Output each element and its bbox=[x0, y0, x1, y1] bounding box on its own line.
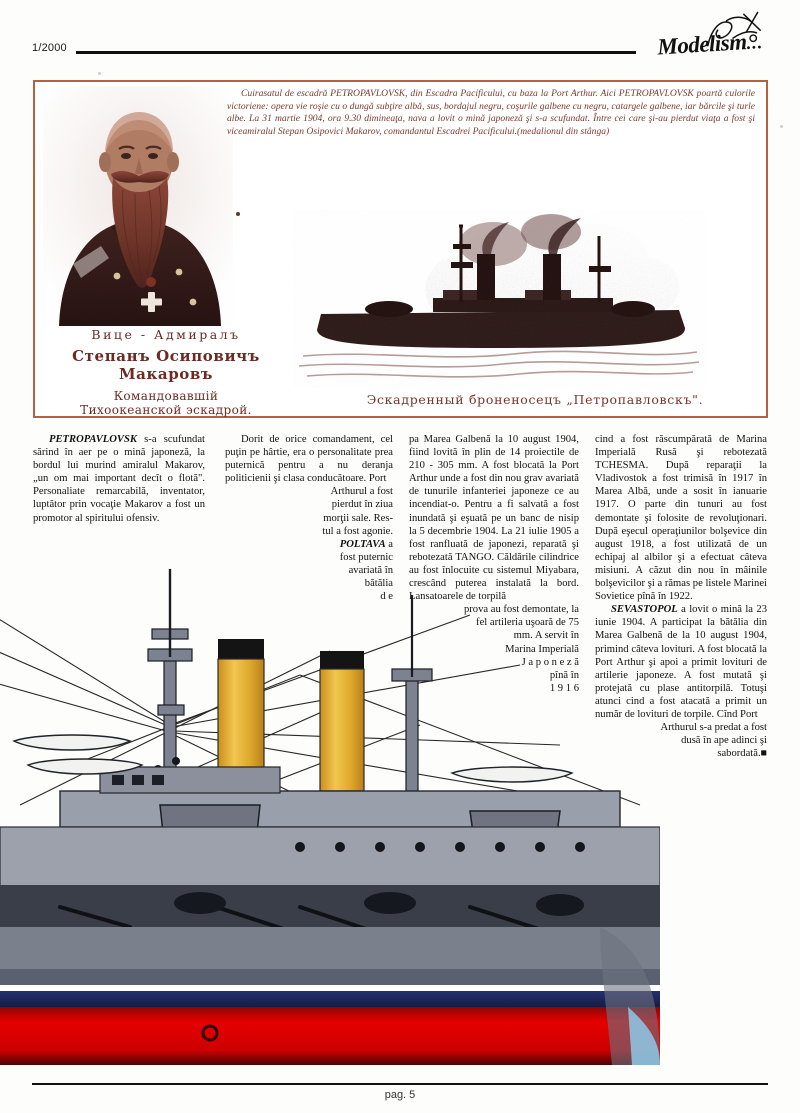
col2-line-5: a bbox=[388, 538, 393, 550]
illustration-caption: Cuirasatul de escadră PETROPAVLOVSK, din Escadra Pacificului, cu baza la Port Arthur. Aici PETROPAVLOVSK poartă culorile victoriene: opera vie roşie cu o dungă subţire albă, sus, bordajul negru, coşurile galbene cu negru, catargele galbene, iar bărcile şi turle albe. La 31 martie 1904, ora 9.30 dimineaţa, nava a lovit o mină japoneză şi s-a scufundat. Între cei care şi-au pierdut viaţa a fost şi viceamiralul Stepan Osipovici Makarov, comandantul Escadrei Pacificului.(medalionul din stânga) bbox=[227, 88, 755, 137]
col2-line-2: pierdut în ziua bbox=[331, 499, 393, 511]
ship-name-sevastopol: SEVASTOPOL bbox=[611, 604, 678, 616]
paragraph-petropavlovsk bbox=[33, 433, 205, 525]
col4-line-2: dusă în ape adinci şi bbox=[681, 735, 767, 747]
scan-speck bbox=[780, 125, 783, 128]
sevastopol-text: a lovit o mină la 23 iunie 1904. A participat la bătălia din Marea Galbenă de la 10 august 1904, primind câteva lovituri. A fost blocată la Port Arthur şi apoi a primit lovituri de artilerie japoneze. A fost mutată şi protejată cu plase antitorpilă. Totuşi atunci cind a fost atacată a primit un număr de lovituri de torpile. Cînd Port bbox=[595, 604, 767, 720]
col4-text: cind a fost răscumpărată de Marina Imperială Rusă şi rebotezată TCHESMA. După reparaţii la Vladivostok a fost trimisă în 1917 în Marea Albă, unde a sosit în ianuarie 1917. O parte din tunuri au fost demontate şi folosite de revoluţionari. După eşecul operaţiunilor bolşevice din august 1918, a fost utilizată de un echipaj al albilor şi a efectuat câteva misiuni. A căzut din nou în mâinile bolşevicilor şi a rămas pe listele Marinei Sovietice pînă în 1922. bbox=[595, 434, 767, 603]
portrait-rank: Вице - Адмиралъ bbox=[91, 327, 241, 342]
col3-line-2: fel artileria uşoară de 75 bbox=[476, 617, 579, 629]
scan-speck bbox=[236, 212, 240, 216]
col3-narrow-block bbox=[409, 603, 579, 695]
scan-speck bbox=[98, 72, 101, 75]
paragraph-sevastopol bbox=[595, 603, 767, 721]
footer-rule bbox=[32, 1083, 768, 1085]
petropavlovsk-text: s-a scufundat sărind în aer pe o mină japoneză, la bordul lui murind amiralul Makarov, „un om mai important decît o flotă". Personaliate remarcabilă, inventator, luptător prin vocaţie Makarov a fost un promotor al spiritului ofensiv. bbox=[33, 434, 205, 524]
col3-line-7: 1 9 1 6 bbox=[549, 682, 579, 694]
col2-line-3: morţii sale. Res- bbox=[323, 512, 393, 524]
col4-line-3: sabordată.■ bbox=[717, 748, 767, 760]
issue-number: 1/2000 bbox=[32, 42, 67, 54]
col2-poltava-line bbox=[225, 538, 393, 551]
engraving-caption: Эскадренный броненосецъ „Петропавловскъ". bbox=[366, 392, 704, 407]
col4-line-1: Arthurul s-a predat a fost bbox=[660, 722, 767, 734]
portrait-role-line2: Тихоокеанской эскадрой. bbox=[80, 403, 252, 417]
article-column-3 bbox=[409, 433, 579, 695]
masthead-dots: ... bbox=[746, 32, 764, 54]
article-column-2 bbox=[225, 433, 393, 603]
article-column-4 bbox=[595, 433, 767, 760]
header-rule bbox=[76, 51, 636, 54]
portrait-name: Степанъ Осиповичъ Макаровъ bbox=[72, 347, 260, 383]
makarov-portrait bbox=[43, 86, 233, 326]
masthead-logo bbox=[657, 28, 764, 60]
ship-name-poltava: POLTAVA bbox=[339, 538, 386, 550]
col3-line-6: pînă în bbox=[549, 669, 579, 681]
col2-line-1: Arthurul a fost bbox=[330, 486, 393, 498]
col2-line-6: fost puternic bbox=[339, 551, 393, 563]
page-header bbox=[32, 29, 768, 68]
col4-narrow-block bbox=[595, 721, 767, 760]
col2-line-7: avariată în bbox=[348, 564, 393, 576]
page-number: pag. 5 bbox=[384, 1089, 416, 1101]
col2-line-8: bătălia bbox=[364, 578, 393, 590]
col3-line-4: Marina Imperială bbox=[505, 643, 579, 655]
portrait-caption bbox=[41, 327, 291, 417]
col3-line-1: prova au fost demontate, la bbox=[463, 604, 579, 616]
col2-line-4: tul a fost agonie. bbox=[322, 525, 393, 537]
col2-narrow-block bbox=[225, 485, 393, 603]
article-column-1 bbox=[33, 433, 205, 525]
petropavlovsk-engraving bbox=[293, 210, 705, 388]
col2-text: Dorit de orice comandament, cel puţin pe hârtie, era o personalitate prea puternică pentru a nu deranja politicienii şi clasa conducătoare. Port bbox=[225, 434, 393, 485]
col3-text: pa Marea Galbenă la 10 august 1904, fiind lovită în plin de 14 proiectile de 210 - 305 mm. A fost blocată la Port Arthur unde a fost din nou grav avariată de tunurile infanteriei japoneze ce au incendiat-o. Pentru a fi salvată a fost inundată şi eşuată pe un banc de nisip la 5 decembrie 1904. La 21 iulie 1905 a fost ranfluată de japonezi, reparată şi rebotezată TANGO. Căldările cilindrice au fost înlocuite cu sistemul Miyabara, crescând puterea instalată la bord. Lansatoarele de torpilă bbox=[409, 434, 579, 603]
ship-name-petropavlovsk: PETROPAVLOVSK bbox=[49, 434, 137, 445]
illustration-box bbox=[33, 80, 768, 418]
col3-line-3: mm. A servit în bbox=[513, 630, 579, 642]
masthead-text: Modelism bbox=[656, 29, 748, 60]
col3-line-5: J a p o n e z ă bbox=[521, 656, 579, 668]
col2-line-9: d e bbox=[380, 591, 393, 603]
portrait-role-line1: Командовавшiй bbox=[113, 389, 219, 403]
